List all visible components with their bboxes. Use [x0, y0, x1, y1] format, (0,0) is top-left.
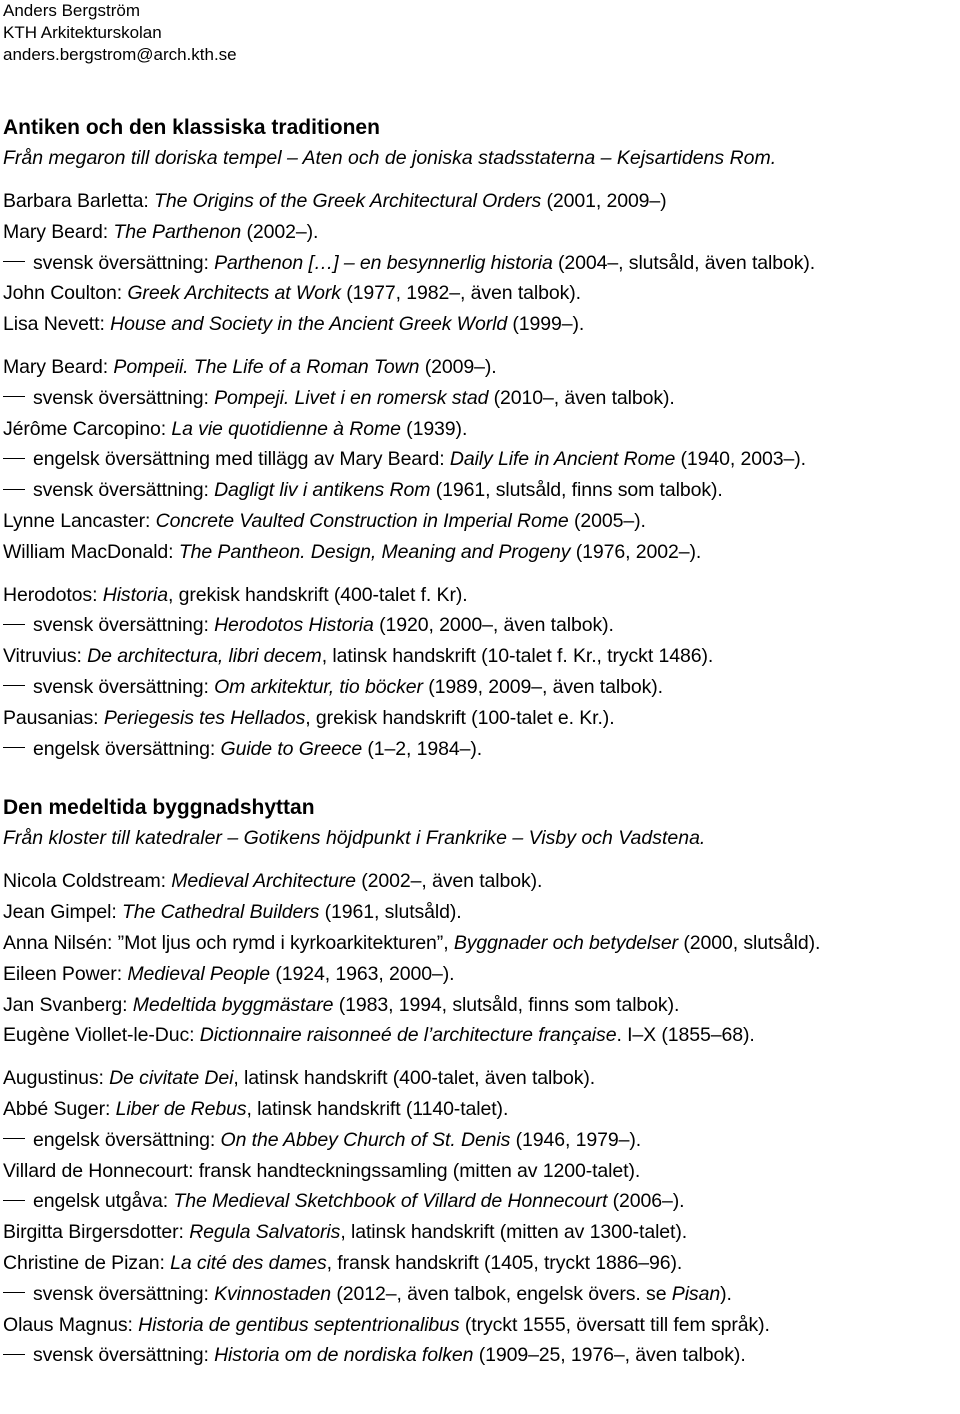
translation-entry [3, 383, 960, 414]
entry-text: (2005–). [568, 509, 646, 532]
translation-entry [3, 1186, 960, 1217]
work-title: The Origins of the Greek Architectural Orders [154, 190, 542, 212]
entry-text: (2012–, även talbok, engelsk övers. se [331, 1282, 672, 1305]
translation-entry [3, 444, 960, 475]
reference-entry [3, 641, 960, 672]
work-title: Medieval People [127, 962, 271, 985]
dash-marker [3, 396, 25, 397]
dash-marker [3, 261, 25, 262]
translation-entry [3, 248, 960, 279]
work-title: De architectura, libri decem [87, 645, 322, 668]
entry-text: engelsk översättning: [33, 1128, 221, 1151]
entry-text: ). [720, 1282, 732, 1305]
reference-entry [3, 309, 960, 340]
work-title: Herodotos Historia [214, 614, 374, 637]
work-title: Concrete Vaulted Construction in Imperial Rome [155, 509, 569, 532]
reference-entry [3, 580, 960, 611]
translation-entry [3, 1125, 960, 1156]
entry-text: Anna Nilsén: ”Mot ljus och rymd i kyrkoarkitekturen”, [3, 931, 454, 954]
entry-text: (1–2, 1984–). [362, 737, 483, 760]
reference-entry [3, 217, 960, 248]
reference-group [3, 866, 960, 1051]
work-title: Dagligt liv i antikens Rom [214, 479, 431, 502]
entry-text: (1920, 2000–, även talbok). [373, 614, 614, 637]
entry-text: William MacDonald: [3, 540, 179, 563]
entry-text: (1977, 1982–, även talbok). [340, 282, 582, 305]
dash-marker [3, 489, 25, 490]
section-title: Antiken och den klassiska traditionen [3, 116, 380, 139]
work-title: Pisan [671, 1282, 721, 1305]
work-title: Guide to Greece [220, 737, 363, 760]
entry-text: Olaus Magnus: [3, 1313, 139, 1336]
entry-text: (tryckt 1555, översatt till fem språk). [459, 1313, 770, 1336]
reference-entry [3, 537, 960, 568]
entry-text: (1924, 1963, 2000–). [270, 962, 455, 985]
work-title: Regula Salvatoris [189, 1221, 341, 1244]
entry-text: (2002–). [241, 220, 319, 243]
section-title: Den medeltida byggnadshyttan [3, 796, 315, 820]
reference-entry [3, 414, 960, 445]
entry-text: , latinsk handskrift (10-talet f. Kr., tryckt 1486). [321, 645, 714, 668]
entry-text: Lynne Lancaster: [3, 509, 156, 532]
reference-group [3, 186, 960, 340]
translation-entry [3, 610, 960, 641]
reference-entry [3, 278, 960, 309]
entry-text: (2009–). [419, 355, 497, 378]
work-title: Byggnader och betydelser [453, 931, 679, 954]
work-title: Parthenon […] – en besynnerlig historia [214, 251, 553, 274]
reference-entry [3, 1063, 960, 1094]
reading-list [3, 66, 960, 1371]
section [3, 792, 960, 1371]
entry-text: Augustinus: [3, 1067, 110, 1090]
author-header [3, 0, 960, 66]
work-title: Medeltida byggmästare [132, 993, 334, 1016]
entry-text: Christine de Pizan: [3, 1251, 171, 1274]
entry-text: (1946, 1979–). [510, 1128, 642, 1151]
work-title: Dictionnaire raisonneé de l’architecture française [199, 1024, 617, 1047]
entry-text: Jérôme Carcopino: [3, 417, 172, 440]
translation-entry [3, 1340, 960, 1371]
reference-entry [3, 1094, 960, 1125]
work-title: The Cathedral Builders [122, 901, 320, 924]
work-title: House and Society in the Ancient Greek World [110, 313, 508, 336]
entry-text: Herodotos: [3, 583, 103, 606]
work-title: Greek Architects at Work [127, 282, 341, 305]
work-title: La vie quotidienne à Rome [171, 417, 401, 440]
entry-text: Birgitta Birgersdotter: [3, 1221, 190, 1244]
entry-text: (1909–25, 1976–, även talbok). [473, 1344, 746, 1367]
reference-entry [3, 866, 960, 897]
reference-group [3, 580, 960, 765]
entry-text: Villard de Honnecourt: fransk handteckningssamling (mitten av 1200-talet). [3, 1159, 641, 1182]
work-title: Historia [102, 583, 169, 606]
work-title: The Pantheon. Design, Meaning and Progeny [178, 540, 571, 563]
entry-text: (1961, slutsåld, finns som talbok). [430, 479, 723, 502]
entry-text: (1989, 2009–, även talbok). [422, 675, 663, 698]
entry-text: (2002–, även talbok). [355, 870, 543, 893]
work-title: The Parthenon [113, 220, 242, 243]
work-title: Historia om de nordiska folken [214, 1344, 474, 1367]
reference-entry [3, 1020, 960, 1051]
work-title: La cité des dames [170, 1251, 327, 1274]
dash-marker [3, 1138, 25, 1139]
entry-text: Abbé Suger: [3, 1097, 116, 1120]
entry-text: . I–X (1855–68). [616, 1024, 755, 1047]
reference-entry [3, 959, 960, 990]
section-subtitle: Från megaron till doriska tempel – Aten och de joniska stadsstaterna – Kejsartidens Rom. [3, 147, 777, 169]
work-title: Pompeji. Livet i en romersk stad [214, 386, 489, 409]
entry-text: (1939). [400, 417, 468, 440]
entry-text: , latinsk handskrift (1140-talet). [246, 1097, 509, 1120]
work-title: Om arkitektur, tio böcker [214, 675, 423, 698]
entry-text: svensk översättning: [33, 386, 215, 409]
reference-entry [3, 352, 960, 383]
entry-text: (2010–, även talbok). [488, 386, 675, 409]
work-title: De civitate Dei [109, 1067, 234, 1090]
dash-marker [3, 685, 25, 686]
dash-marker [3, 624, 25, 625]
dash-marker [3, 1354, 25, 1355]
section [3, 112, 960, 764]
dash-marker [3, 747, 25, 748]
entry-text: Jean Gimpel: [3, 901, 123, 924]
entry-text: svensk översättning: [33, 675, 215, 698]
entry-text: , grekisk handskrift (400-talet f. Kr). [168, 583, 468, 606]
entry-text: Mary Beard: [3, 220, 114, 243]
entry-text: John Coulton: [3, 282, 128, 305]
entry-text: (2006–). [607, 1190, 685, 1213]
entry-text: Eugène Viollet-le-Duc: [3, 1024, 200, 1047]
entry-text: svensk översättning: [33, 1344, 215, 1367]
work-title: Periegesis tes Hellados [103, 706, 306, 729]
entry-text: svensk översättning: [33, 614, 215, 637]
reference-entry [3, 1217, 960, 1248]
entry-text: (1983, 1994, slutsåld, finns som talbok). [333, 993, 680, 1016]
translation-entry [3, 475, 960, 506]
work-title: Historia de gentibus septentrionalibus [138, 1313, 460, 1336]
reference-entry [3, 703, 960, 734]
dash-marker [3, 458, 25, 459]
entry-text: svensk översättning: [33, 251, 215, 274]
entry-text: Lisa Nevett: [3, 313, 111, 336]
dash-marker [3, 1200, 25, 1201]
entry-text: svensk översättning: [33, 1282, 215, 1305]
reference-entry [3, 186, 960, 217]
author-institution: KTH Arkitekturskolan [3, 23, 162, 42]
author-name: Anders Bergström [3, 1, 140, 20]
translation-entry [3, 1279, 960, 1310]
entry-text: (1999–). [507, 313, 585, 336]
entry-text: engelsk utgåva: [33, 1190, 174, 1213]
entry-text: engelsk översättning med tillägg av Mary Beard: [33, 448, 450, 471]
entry-text: svensk översättning: [33, 479, 215, 502]
reference-entry [3, 897, 960, 928]
work-title: On the Abbey Church of St. Denis [220, 1128, 511, 1151]
entry-text: Pausanias: [3, 706, 104, 729]
translation-entry [3, 672, 960, 703]
entry-text: , latinsk handskrift (mitten av 1300-talet). [340, 1221, 688, 1244]
work-title: Daily Life in Ancient Rome [449, 448, 676, 471]
entry-text: engelsk översättning: [33, 737, 221, 760]
entry-text: Eileen Power: [3, 962, 128, 985]
reference-entry [3, 928, 960, 959]
reference-entry [3, 1156, 960, 1187]
work-title: Kvinnostaden [214, 1282, 332, 1305]
entry-text: (1940, 2003–). [675, 448, 806, 471]
reference-group [3, 1063, 960, 1371]
entry-text: (2001, 2009–) [541, 190, 667, 212]
work-title: Medieval Architecture [171, 870, 356, 893]
entry-text: (1976, 2002–). [570, 540, 702, 563]
entry-text: (1961, slutsåld). [319, 901, 462, 924]
author-email[interactable]: anders.bergstrom@arch.kth.se [3, 45, 237, 64]
reference-entry [3, 990, 960, 1021]
entry-text: Jan Svanberg: [3, 993, 133, 1016]
entry-text: Nicola Coldstream: [3, 870, 172, 893]
work-title: Liber de Rebus [115, 1097, 247, 1120]
entry-text: Mary Beard: [3, 355, 114, 378]
work-title: The Medieval Sketchbook of Villard de Honnecourt [173, 1190, 608, 1213]
reference-group [3, 352, 960, 568]
work-title: Pompeii. The Life of a Roman Town [113, 355, 420, 378]
entry-text: (2004–, slutsåld, även talbok). [552, 251, 816, 274]
entry-text: Barbara Barletta: [3, 190, 155, 212]
entry-text: , latinsk handskrift (400-talet, även talbok). [233, 1067, 596, 1090]
entry-text: Vitruvius: [3, 645, 88, 668]
dash-marker [3, 1292, 25, 1293]
reference-entry [3, 1310, 960, 1341]
translation-entry [3, 734, 960, 765]
reference-entry [3, 506, 960, 537]
entry-text: (2000, slutsåld). [678, 931, 821, 954]
entry-text: , fransk handskrift (1405, tryckt 1886–96). [326, 1251, 683, 1274]
section-subtitle: Från kloster till katedraler – Gotikens höjdpunkt i Frankrike – Visby och Vadstena. [3, 827, 706, 850]
entry-text: , grekisk handskrift (100-talet e. Kr.). [305, 706, 615, 729]
reference-entry [3, 1248, 960, 1279]
